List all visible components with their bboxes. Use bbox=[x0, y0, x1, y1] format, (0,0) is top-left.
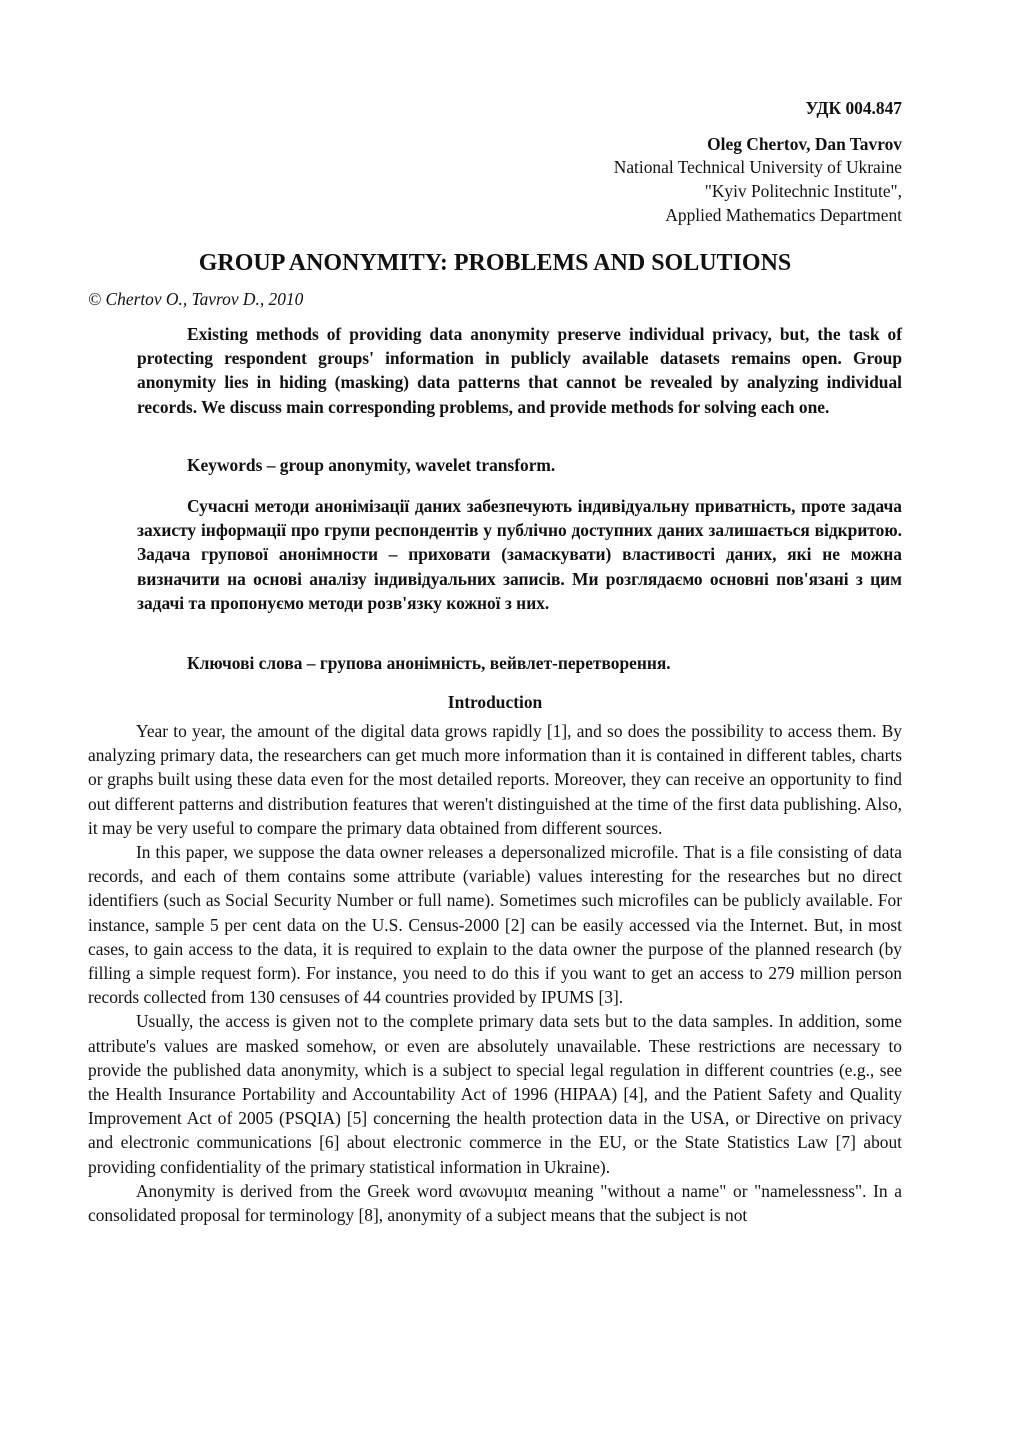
paragraph: Anonymity is derived from the Greek word ανωνυμια meaning "without a name" or "namelessness". In a consolidated proposal for terminology [8], anonymity of a subject means that the subject is not bbox=[88, 1180, 902, 1226]
keywords-ukrainian: Ключові слова – групова анонімність, вейвлет-перетворення. bbox=[187, 653, 671, 673]
paragraph: Usually, the access is given not to the complete primary data sets but to the data samples. In addition, some attribute's values are masked somehow, or even are absolutely unavailable. These restrictions are necessary to provide the published data anonymity, which is a subject to special legal regulation in different countries (e.g., see the Health Insurance Portability and Accountability Act of 1996 (HIPAA) [4], and the Patient Safety and Quality Improvement Act of 2005 (PSQIA) [5] concerning the health protection data in the USA, or Directive on privacy and electronic communications [6] about electronic commerce in the EU, or the State Statistics Law [7] about providing confidentiality of the primary statistical information in Ukraine). bbox=[88, 1011, 902, 1177]
abstract-ukrainian: Сучасні методи анонімізації даних забезпечують індивідуальну приватність, проте задача захисту інформації про групи респондентів у публічно доступних даних залишається відкритою. Задача групової анонімности – приховати (замаскувати) властивості даних, які не можна визначити на основі аналізу індивідуальних записів. Ми розглядаємо основні пов'язані з цим задачі та пропонуємо методи розв'язку кожної з них. bbox=[137, 496, 902, 613]
paper-title: GROUP ANONYMITY: PROBLEMS AND SOLUTIONS bbox=[198, 250, 792, 276]
paragraph: Year to year, the amount of the digital data grows rapidly [1], and so does the possibility to access them. By analyzing primary data, the researchers can get much more information than it is contained in different tables, charts or graphs built using these data even for the most detailed reports. Moreover, they can receive an opportunity to find out different patterns and distribution features that weren't distinguished at the time of the first data publishing. Also, it may be very useful to compare the primary data obtained from different sources. bbox=[88, 721, 902, 838]
affiliation-line: "Kyiv Politechnic Institute", bbox=[704, 181, 902, 201]
keywords-english: Keywords – group anonymity, wavelet transform. bbox=[187, 455, 556, 475]
body-text bbox=[88, 719, 902, 1227]
affiliation-line: National Technical University of Ukraine bbox=[613, 157, 902, 177]
authors: Oleg Chertov, Dan Tavrov bbox=[707, 134, 902, 154]
affiliation-line: Applied Mathematics Department bbox=[665, 205, 902, 225]
udk-code: УДК 004.847 bbox=[805, 98, 902, 118]
copyright-line: © Chertov O., Tavrov D., 2010 bbox=[88, 289, 304, 309]
abstract-english: Existing methods of providing data anonymity preserve individual privacy, but, the task of protecting respondent groups' information in publicly available datasets remains open. Group anonymity lies in hiding (masking) data patterns that cannot be revealed by analyzing individual records. We discuss main corresponding problems, and provide methods for solving each one. bbox=[137, 324, 902, 417]
paragraph: In this paper, we suppose the data owner releases a depersonalized microfile. That is a file consisting of data records, and each of them contains some attribute (variable) values interesting for the researches but no direct identifiers (such as Social Security Number or full name). Sometimes such microfiles can be publicly available. For instance, sample 5 per cent data on the U.S. Census-2000 [2] can be easily accessed via the Internet. But, in most cases, to gain access to the data, it is required to explain to the data owner the purpose of the planned research (by filling a simple request form). For instance, you need to do this if you want to get an access to 279 million person records collected from 130 censuses of 44 countries provided by IPUMS [3]. bbox=[88, 842, 902, 1008]
section-heading: Introduction bbox=[447, 692, 543, 712]
